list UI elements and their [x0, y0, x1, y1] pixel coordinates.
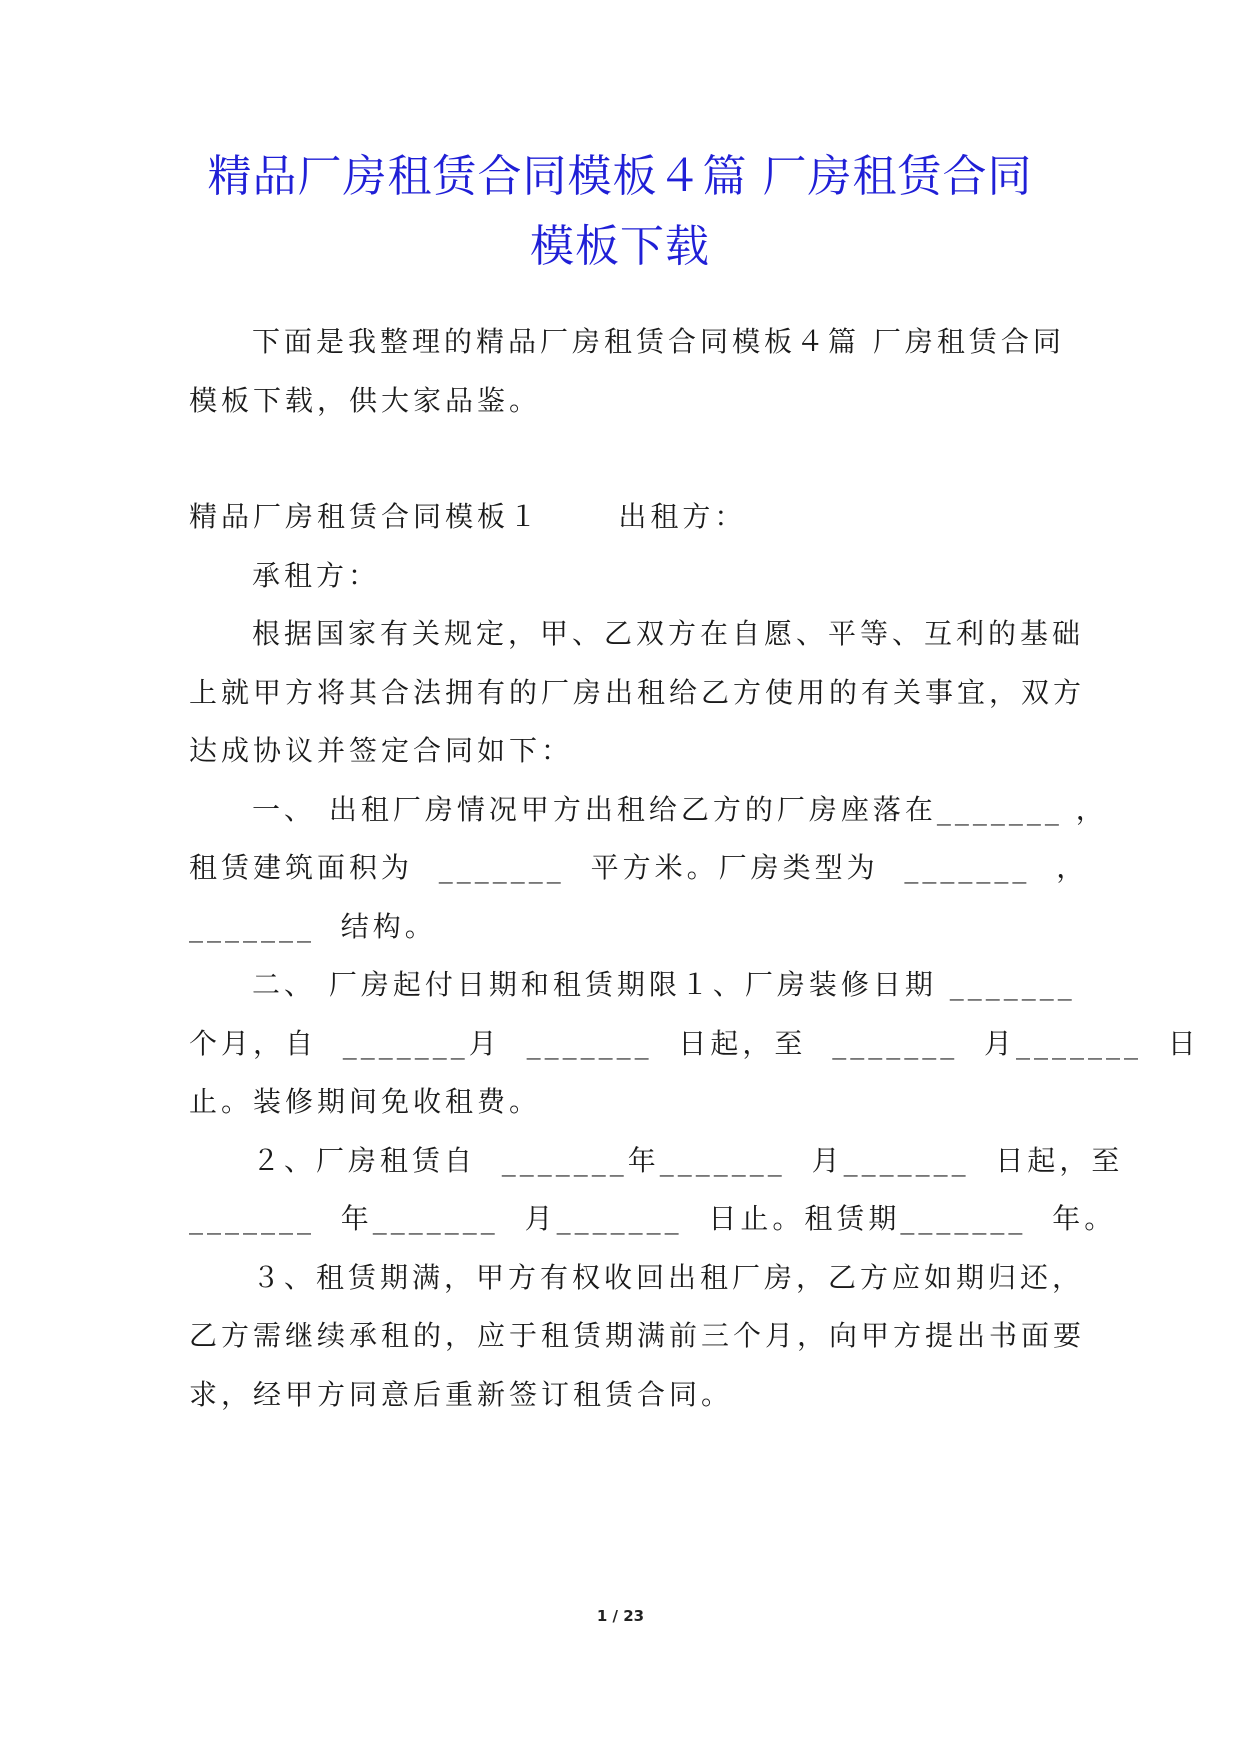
- document-title: [150, 142, 1090, 282]
- page-indicator: 1 / 23: [596, 1607, 645, 1625]
- clause-line: 一、 出租厂房情况甲方出租给乙方的厂房座落在_______ ，: [252, 793, 1108, 826]
- clause-line: _______ 年_______ 月_______ 日止。租赁期_______ 年。: [189, 1202, 1117, 1235]
- paragraph-line: 上就甲方将其合法拥有的厂房出租给乙方使用的有关事宜，双方: [189, 676, 1086, 709]
- tenant-line: 承租方：: [252, 559, 381, 592]
- clause-line: 求，经甲方同意后重新签订租赁合同。: [189, 1378, 734, 1411]
- clause-line: 止。装修期间免收租费。: [189, 1085, 542, 1118]
- title-line-1: 精品厂房租赁合同模板４篇 厂房租赁合同: [207, 151, 1033, 202]
- clause-line: 个月，自 _______月 _______ 日起，至 _______ 月_______ 日: [189, 1027, 1200, 1060]
- clause-line: _______ 结构。: [189, 910, 437, 943]
- section-heading-1: 精品厂房租赁合同模板１ 出租方：: [189, 500, 747, 533]
- clause-line: 二、 厂房起付日期和租赁期限１、厂房装修日期 _______: [252, 968, 1076, 1001]
- clause-line: 乙方需继续承租的，应于租赁期满前三个月，向甲方提出书面要: [189, 1319, 1086, 1352]
- intro-line-2: 模板下载，供大家品鉴。: [189, 384, 542, 417]
- intro-line-1: 下面是我整理的精品厂房租赁合同模板４篇 厂房租赁合同: [252, 325, 1065, 358]
- paragraph-line: 达成协议并签定合同如下：: [189, 734, 574, 767]
- clause-line: 租赁建筑面积为 _______ 平方米。厂房类型为 _______ ，: [189, 851, 1089, 884]
- clause-line: ３、租赁期满，甲方有权收回出租厂房，乙方应如期归还，: [252, 1261, 1085, 1294]
- paragraph-line: 根据国家有关规定，甲、乙双方在自愿、平等、互利的基础: [252, 617, 1085, 650]
- title-line-2: 模板下载: [530, 221, 710, 272]
- clause-line: ２、厂房租赁自 _______年_______ 月_______ 日起，至: [252, 1144, 1124, 1177]
